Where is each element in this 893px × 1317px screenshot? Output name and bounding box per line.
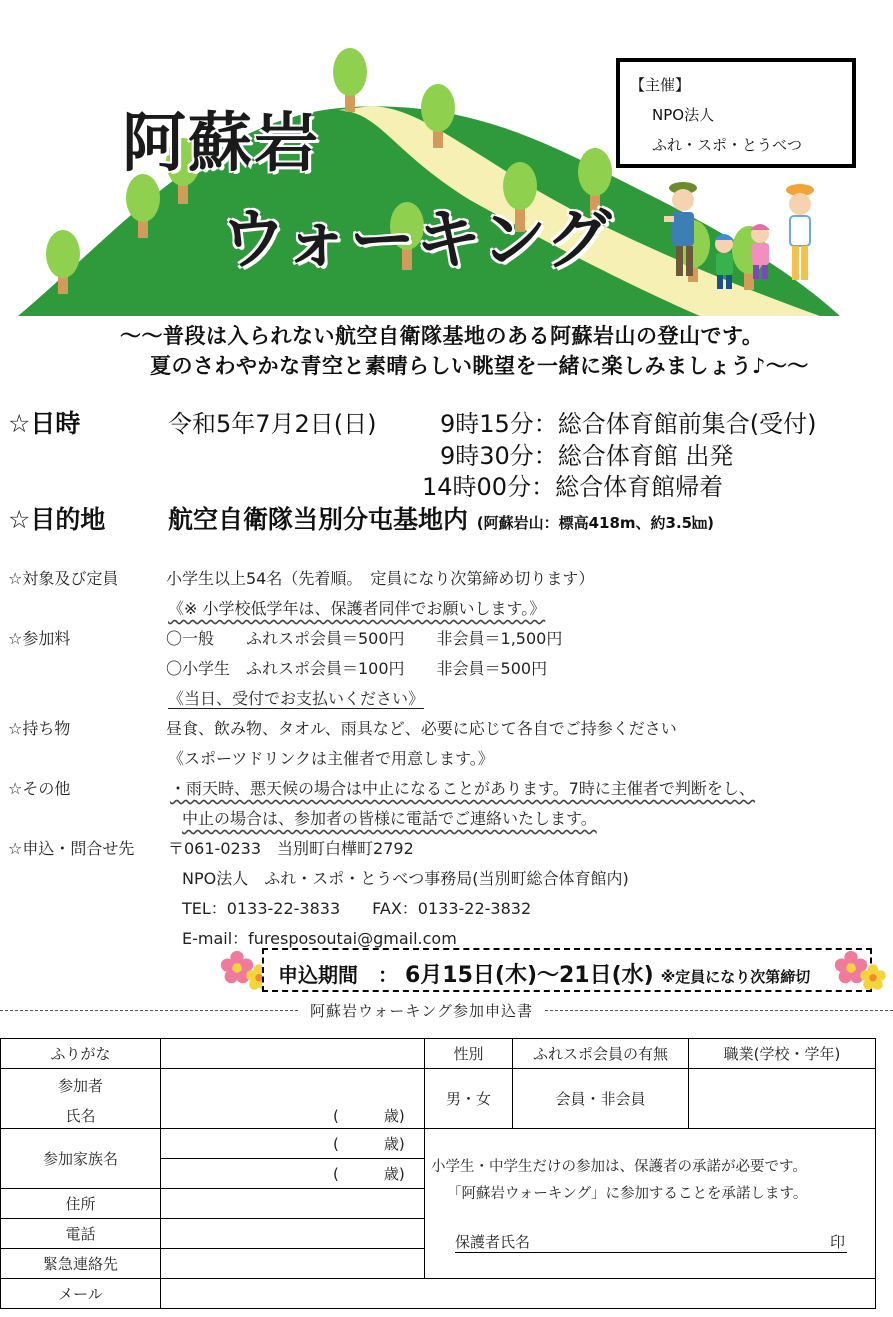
participant-label: [0, 1068, 161, 1129]
member-header: ふれスポ会員の有無: [512, 1038, 689, 1069]
phone-input[interactable]: [160, 1218, 425, 1249]
consent-line-1: 小学生・中学生だけの参加は、保護者の承諾が必要です。: [431, 1159, 807, 1175]
datetime-label: ☆日時: [8, 409, 81, 438]
other-line-1: ・雨天時、悪天候の場合は中止になることがあります。7時に主催者で判断をし、: [170, 779, 755, 798]
event-title-kanji: 阿蘇岩: [122, 107, 320, 181]
apply-period-text: [278, 958, 810, 989]
job-header: 職業(学校・学年): [688, 1038, 876, 1069]
application-form: [0, 1038, 876, 1310]
tree-icon: [333, 48, 367, 112]
tagline-line-2: 夏のさわやかな青空と素晴らしい眺望を一緒に楽しみましょう♪～～: [150, 354, 809, 378]
schedule-time-2: 9時30分：総合体育館 出発: [440, 442, 734, 470]
consent-line-2: 「阿蘇岩ウォーキング」に参加することを承諾します。: [447, 1186, 808, 1202]
other-label: ☆その他: [8, 779, 71, 798]
job-input[interactable]: [688, 1068, 876, 1129]
fee-label: ☆参加料: [8, 629, 71, 648]
participant-name-input[interactable]: [160, 1068, 425, 1129]
apply-period-box: [262, 948, 872, 992]
organizer-line-2: ふれ・スポ・とうべつ: [652, 136, 803, 154]
address-input[interactable]: [160, 1188, 425, 1219]
participant-label-line-1: 参加者: [57, 1077, 103, 1095]
phone-label: 電話: [0, 1218, 161, 1249]
family-age-1: ( 歳): [333, 1135, 405, 1153]
target-note: 《※ 小学校低学年は、保護者同伴でお願いします。》: [168, 599, 546, 618]
family-label: 参加家族名: [0, 1128, 161, 1189]
mail-label: メール: [0, 1278, 161, 1309]
seal-label: 印: [829, 1233, 845, 1251]
guardian-consent-block: [424, 1128, 876, 1279]
furigana-input[interactable]: [160, 1038, 425, 1069]
member-choice[interactable]: 会員・非会員: [512, 1068, 689, 1129]
target-value: 小学生以上54名（先着順。 定員になり次第締め切ります）: [166, 569, 595, 588]
event-date: 令和5年7月2日(日): [168, 410, 377, 438]
guardian-name-label: 保護者氏名: [455, 1233, 531, 1251]
family-name-input-1[interactable]: [160, 1128, 425, 1159]
address-label: 住所: [0, 1188, 161, 1219]
emergency-contact-input[interactable]: [160, 1248, 425, 1279]
apply-period-label: 申込期間 ：: [278, 963, 398, 987]
destination-note: (阿蘇岩山：標高418m、約3.5㎞): [476, 514, 714, 532]
other-line-2: 中止の場合は、参加者の皆様に電話でご連絡いたします。: [182, 809, 597, 828]
family-name-input-2[interactable]: [160, 1158, 425, 1189]
contact-label: ☆申込・問合せ先: [8, 839, 135, 858]
participant-label-line-2: 氏名: [65, 1107, 96, 1125]
fee-general: 〇一般 ふれスポ会員＝500円 非会員＝1,500円: [166, 629, 563, 648]
flower-icon: [858, 962, 888, 992]
organizer-box: [616, 58, 856, 168]
event-title-kana: ウォーキング: [220, 201, 612, 278]
apply-period-dates: 6月15日(木)～21日(水): [404, 963, 654, 988]
items-value: 昼食、飲み物、タオル、雨具など、必要に応じて各自でご持参ください: [166, 719, 677, 738]
organizer-line-1: NPO法人: [652, 106, 715, 124]
family-age-2: ( 歳): [333, 1165, 405, 1183]
contact-address: 〒061-0233 当別町白樺町2792: [168, 839, 414, 858]
items-label: ☆持ち物: [8, 719, 71, 738]
gender-header: 性別: [424, 1038, 513, 1069]
contact-email: E-mail：furesposoutai@gmail.com: [182, 929, 457, 948]
emergency-contact-label: 緊急連絡先: [0, 1248, 161, 1279]
tagline-line-1: ～～普段は入られない航空自衛隊基地のある阿蘇岩山の登山です。: [120, 324, 764, 348]
schedule-time-1: 9時15分：総合体育館前集合(受付): [440, 410, 817, 438]
items-note: 《スポーツドリンクは主催者で用意します。》: [168, 749, 494, 768]
mail-input[interactable]: [160, 1278, 876, 1309]
organizer-label: 【主催】: [630, 76, 691, 94]
contact-tel: TEL：0133-22-3833 FAX：0133-22-3832: [182, 899, 532, 918]
header-illustration: [0, 0, 893, 320]
contact-org: NPO法人 ふれ・スポ・とうべつ事務局(当別町総合体育館内): [182, 869, 629, 888]
participant-age: ( 歳): [333, 1107, 405, 1125]
destination-label: ☆目的地: [8, 505, 106, 534]
apply-period-note: ※定員になり次第締切: [660, 968, 811, 986]
form-title: 阿蘇岩ウォーキング参加申込書: [300, 1000, 543, 1021]
destination-name: 航空自衛隊当別分屯基地内: [168, 505, 469, 534]
schedule-time-3: 14時00分：総合体育館帰着: [422, 473, 724, 501]
fee-child: 〇小学生 ふれスポ会員＝100円 非会員＝500円: [166, 659, 548, 678]
destination-value: [168, 500, 714, 536]
furigana-label: ふりがな: [0, 1038, 161, 1069]
guardian-signature-field[interactable]: [455, 1231, 847, 1253]
target-label: ☆対象及び定員: [8, 569, 119, 588]
fee-note: 《当日、受付でお支払いください》: [168, 689, 425, 708]
gender-choice[interactable]: 男・女: [424, 1068, 513, 1129]
